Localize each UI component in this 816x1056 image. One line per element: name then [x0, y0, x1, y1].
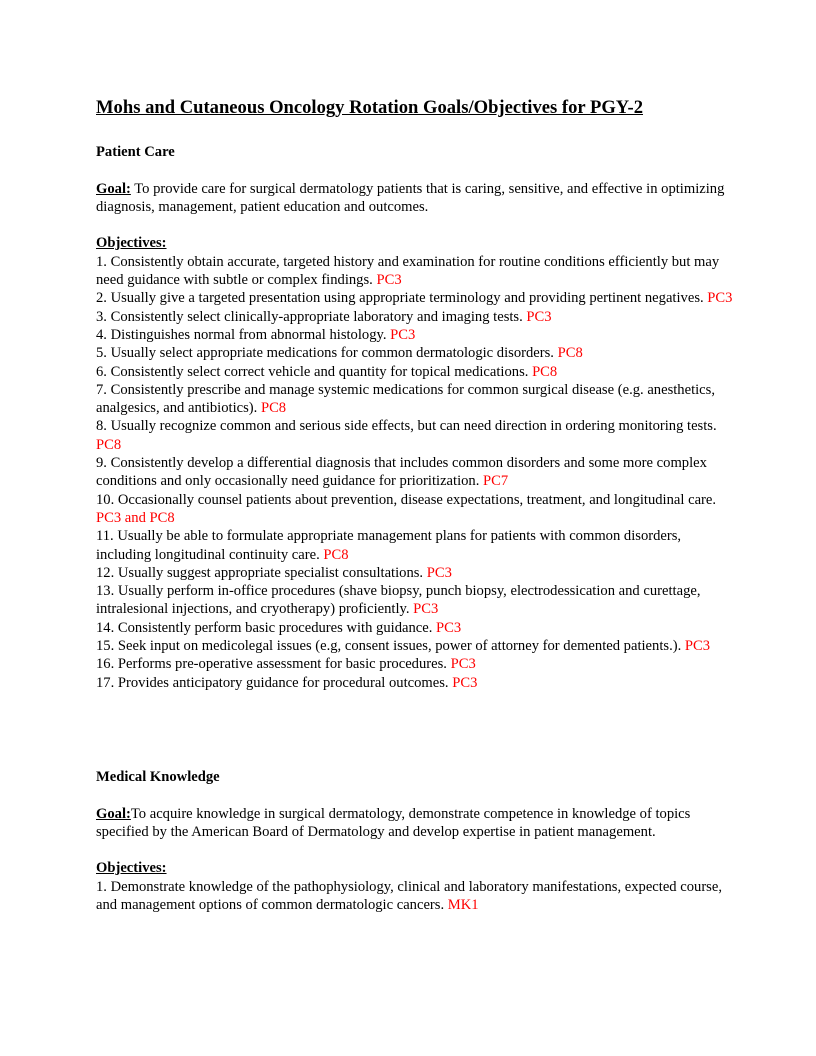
- competency-code: PC8: [260, 400, 287, 417]
- competency-code: PC8: [532, 363, 558, 380]
- competency-code: PC3: [684, 638, 711, 655]
- objective-text: 11. Usually be able to formulate appropriate management plans for patients with common disorders, including longitudinal continuity care.: [96, 528, 682, 563]
- objective-item: [96, 527, 736, 564]
- competency-code: PC3 and PC8: [96, 509, 175, 526]
- objective-item: [96, 417, 736, 454]
- objective-text: 3. Consistently select clinically-appropriate laboratory and imaging tests.: [96, 308, 527, 325]
- objectives-label: Objectives:: [96, 860, 167, 877]
- objective-text: 8. Usually recognize common and serious side effects, but can need direction in ordering monitoring tests.: [96, 418, 717, 435]
- competency-code: PC8: [557, 345, 583, 362]
- objective-text: 1. Demonstrate knowledge of the pathophysiology, clinical and laboratory manifestations, expected course, and management options of common dermatologic cancers.: [96, 878, 722, 914]
- goal-text: To acquire knowledge in surgical dermatology, demonstrate competence in knowledge of topics specified by the American Board of Dermatology and develop expertise in patient management.: [96, 805, 691, 840]
- objective-item: [96, 344, 736, 362]
- objective-item: [96, 491, 736, 528]
- objective-text: 12. Usually suggest appropriate specialist consultations.: [96, 564, 427, 581]
- objective-item: [96, 674, 736, 692]
- goal-label: Goal:: [96, 180, 131, 197]
- objective-item: [96, 253, 736, 290]
- objective-text: 1. Consistently obtain accurate, targeted history and examination for routine conditions efficiently but may need guidance with subtle or complex findings.: [96, 253, 720, 289]
- competency-code: PC3: [436, 619, 462, 636]
- competency-code: PC3: [526, 308, 552, 325]
- objective-text: 10. Occasionally counsel patients about prevention, disease expectations, treatment, and longitudinal care.: [96, 491, 717, 508]
- objective-text: 13. Usually perform in-office procedures (shave biopsy, punch biopsy, electrodessication and curettage, intralesional injections, and cryotherapy) proficiently.: [96, 583, 701, 618]
- section-goal: [96, 805, 736, 842]
- objective-item: [96, 289, 736, 307]
- competency-code: PC8: [96, 436, 122, 453]
- objective-text: 14. Consistently perform basic procedures with guidance.: [96, 619, 437, 636]
- section-heading: Medical Knowledge: [96, 769, 220, 785]
- section-medical-knowledge: [96, 768, 736, 914]
- objective-item: [96, 308, 736, 326]
- objective-item: [96, 363, 736, 381]
- objective-item: [96, 619, 736, 637]
- objective-text: 4. Distinguishes normal from abnormal histology.: [96, 326, 391, 343]
- goal-label: Goal:: [96, 805, 131, 822]
- objective-text: 6. Consistently select correct vehicle and quantity for topical medications.: [96, 363, 533, 380]
- objective-item: [96, 655, 736, 673]
- competency-code: PC3: [452, 674, 478, 691]
- competency-code: PC3: [390, 326, 416, 343]
- objective-item: [96, 564, 736, 582]
- objective-text: 5. Usually select appropriate medications for common dermatologic disorders.: [96, 345, 558, 362]
- objective-item: [96, 637, 736, 655]
- document-title: Mohs and Cutaneous Oncology Rotation Goals/Objectives for PGY-2: [96, 97, 643, 118]
- section-patient-care: [96, 143, 736, 692]
- section-heading: Patient Care: [96, 144, 175, 160]
- competency-code: PC3: [707, 290, 733, 307]
- objective-item: [96, 454, 736, 491]
- goal-text: To provide care for surgical dermatology patients that is caring, sensitive, and effective in optimizing diagnosis, management, patient education and outcomes.: [96, 180, 725, 215]
- section-goal: [96, 180, 736, 217]
- competency-code: MK1: [447, 897, 479, 914]
- objective-text: 16. Performs pre-operative assessment for basic procedures.: [96, 656, 451, 673]
- objectives-label: Objectives:: [96, 235, 167, 252]
- objective-text: 17. Provides anticipatory guidance for procedural outcomes.: [96, 674, 453, 691]
- objective-text: 7. Consistently prescribe and manage systemic medications for common surgical disease (e.g. anesthetics, analgesics, and antibiotics).: [96, 381, 715, 417]
- objective-text: 2. Usually give a targeted presentation using appropriate terminology and providing pertinent negatives.: [96, 290, 708, 307]
- objectives-list: [96, 253, 736, 692]
- competency-code: PC3: [376, 272, 402, 289]
- objective-item: [96, 381, 736, 418]
- competency-code: PC3: [413, 601, 439, 618]
- competency-code: PC3: [450, 656, 476, 673]
- competency-code: PC7: [483, 473, 509, 490]
- competency-code: PC3: [426, 564, 452, 581]
- competency-code: PC8: [323, 546, 349, 563]
- objective-item: [96, 878, 736, 915]
- objective-item: [96, 582, 736, 619]
- objective-text: 15. Seek input on medicolegal issues (e.g, consent issues, power of attorney for demented patients.).: [96, 638, 685, 655]
- objective-item: [96, 326, 736, 344]
- objectives-list: [96, 878, 736, 915]
- objective-text: 9. Consistently develop a differential diagnosis that includes common disorders and some more complex conditions and only occasionally need guidance for prioritization.: [96, 455, 707, 490]
